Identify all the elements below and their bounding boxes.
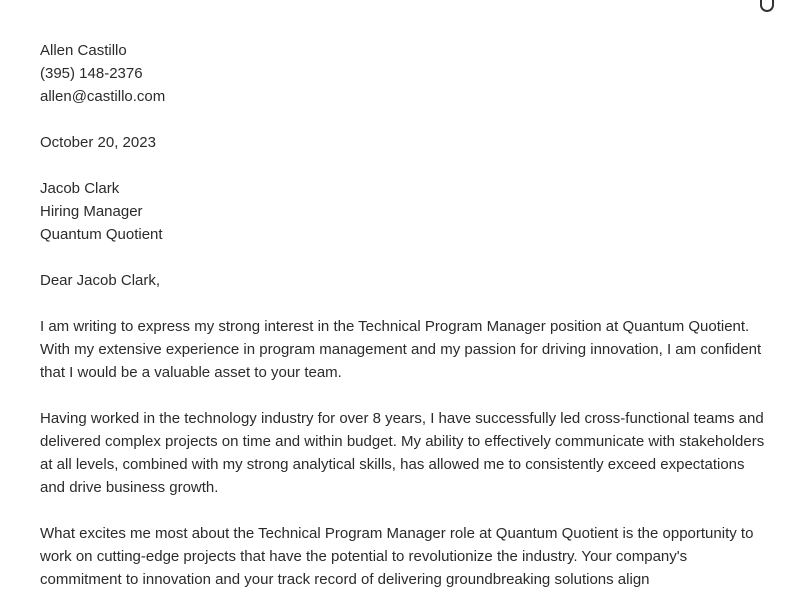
letter-date: October 20, 2023: [40, 134, 156, 151]
body-paragraph-3: What excites me most about the Technical Program Manager role at Quantum Quotient is the opportunity to work on cutting-edge projects that have the potential to revolutionize the industry. Your company's commitment to innovation and your track record of delivering groundbreaking solutions align: [40, 525, 754, 588]
date-block: [40, 131, 770, 154]
recipient-name: Jacob Clark: [40, 180, 120, 197]
salutation: Dear Jacob Clark,: [40, 272, 161, 289]
body-paragraph-1: I am writing to express my strong interest in the Technical Program Manager position at Quantum Quotient. With my extensive experience in program management and my passion for driving innovation, I am confident that I would be a valuable asset to your team.: [40, 318, 762, 381]
body-paragraph-2: Having worked in the technology industry for over 8 years, I have successfully led cross-functional teams and delivered complex projects on time and within budget. My ability to effectively communicate with stakeholders at all levels, combined with my strong analytical skills, has allowed me to consistently exceed expectations and drive business growth.: [40, 410, 765, 496]
partial-glyph-icon: [760, 0, 774, 12]
sender-phone: (395) 148-2376: [40, 65, 143, 82]
salutation-block: [40, 269, 770, 292]
sender-block: [40, 39, 770, 108]
sender-name: Allen Castillo: [40, 42, 127, 59]
recipient-block: [40, 177, 770, 246]
recipient-title: Hiring Manager: [40, 203, 143, 220]
sender-email: allen@castillo.com: [40, 88, 166, 105]
cover-letter: [40, 39, 770, 614]
recipient-company: Quantum Quotient: [40, 226, 163, 243]
